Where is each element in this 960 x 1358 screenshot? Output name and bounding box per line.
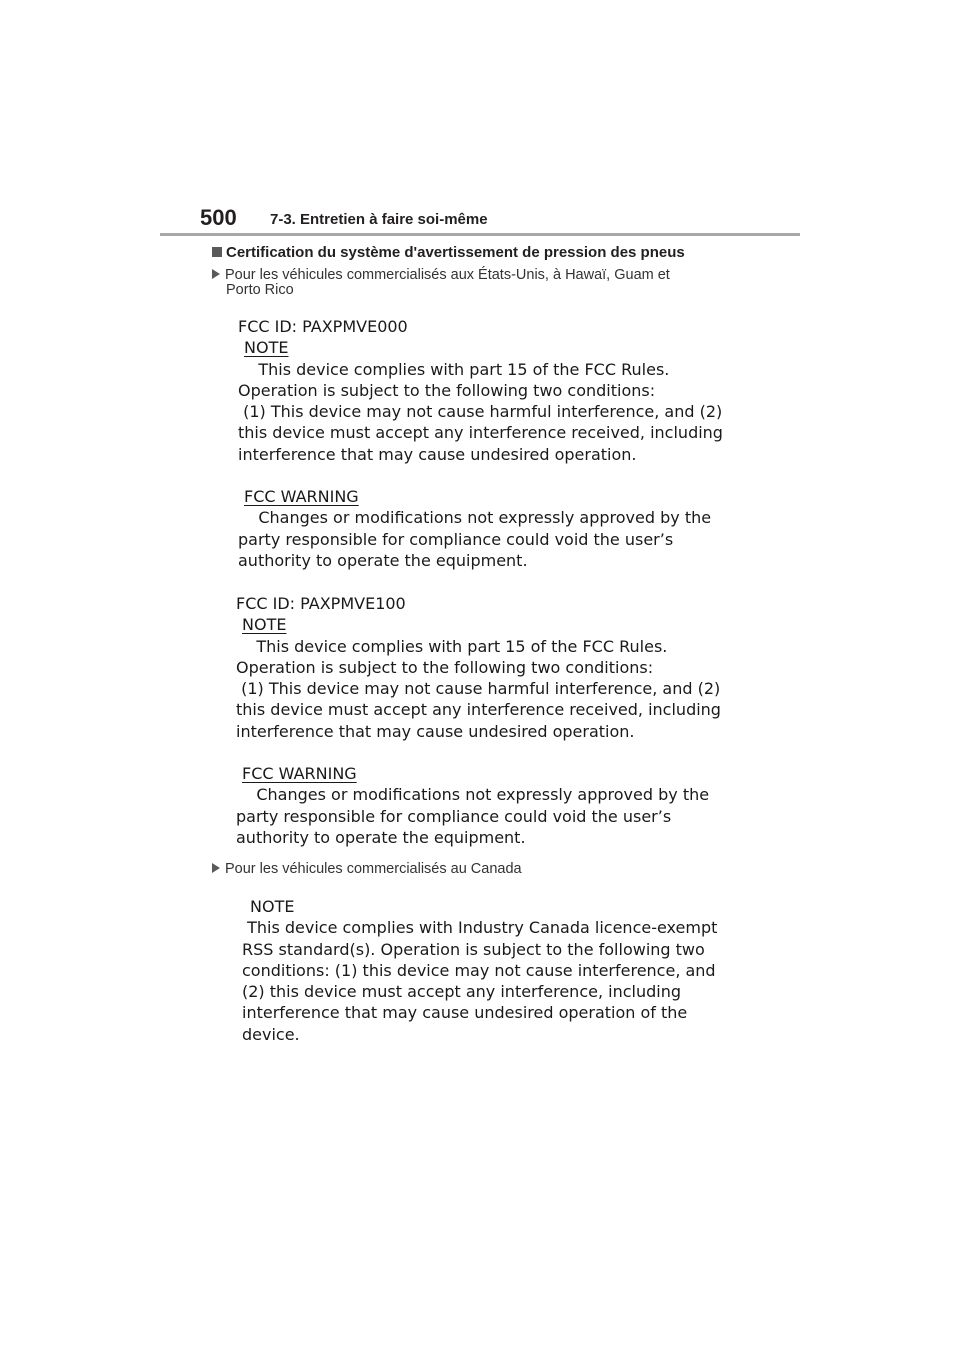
warning-line: Changes or modifications not expressly approved by the bbox=[238, 508, 712, 528]
square-bullet-icon bbox=[212, 247, 222, 257]
canada-line: (2) this device must accept any interference, including bbox=[242, 982, 681, 1002]
bullet-usa-line2: Porto Rico bbox=[226, 282, 294, 298]
canada-line: conditions: (1) this device may not cause interference, and bbox=[242, 960, 716, 980]
note-line: this device must accept any interference received, including bbox=[236, 700, 721, 720]
note-line: This device complies with part 15 of the FCC Rules. bbox=[238, 359, 670, 379]
fcc-block-1 bbox=[238, 316, 723, 571]
bullet-canada-text: Pour les véhicules commercialisés au Canada bbox=[225, 861, 522, 877]
note-line: interference that may cause undesired operation. bbox=[236, 721, 635, 741]
fcc-id: FCC ID: PAXPMVE100 bbox=[236, 594, 406, 613]
canada-note-label: NOTE bbox=[250, 897, 295, 916]
heading-text: Certification du système d'avertissement de pression des pneus bbox=[226, 244, 685, 261]
canada-line: RSS standard(s). Operation is subject to the following two bbox=[242, 939, 705, 959]
warning-line: party responsible for compliance could void the user’s bbox=[236, 806, 672, 826]
note-line: (1) This device may not cause harmful interference, and (2) bbox=[238, 402, 723, 422]
note-line: this device must accept any interference received, including bbox=[238, 423, 723, 443]
warning-line: party responsible for compliance could void the user’s bbox=[238, 529, 674, 549]
warning-label: FCC WARNING bbox=[242, 764, 357, 784]
page-header bbox=[160, 205, 800, 235]
warning-line: authority to operate the equipment. bbox=[238, 550, 528, 570]
note-line: Operation is subject to the following two conditions: bbox=[236, 657, 654, 677]
triangle-bullet-icon bbox=[212, 863, 220, 873]
header-rule bbox=[160, 233, 800, 236]
fcc-id: FCC ID: PAXPMVE000 bbox=[238, 317, 408, 336]
section-heading bbox=[212, 243, 685, 263]
bullet-usa-line1: Pour les véhicules commercialisés aux États-Unis, à Hawaï, Guam et bbox=[225, 267, 670, 283]
fcc-block-2 bbox=[236, 593, 721, 848]
warning-label: FCC WARNING bbox=[244, 487, 359, 507]
canada-line: This device complies with Industry Canada licence-exempt bbox=[242, 918, 718, 938]
canada-block bbox=[242, 896, 717, 1045]
warning-line: Changes or modifications not expressly approved by the bbox=[236, 785, 710, 805]
bullet-usa bbox=[212, 268, 670, 298]
triangle-bullet-icon bbox=[212, 269, 220, 279]
canada-line: interference that may cause undesired operation of the bbox=[242, 1003, 688, 1023]
note-label: NOTE bbox=[242, 615, 287, 635]
warning-line: authority to operate the equipment. bbox=[236, 827, 526, 847]
section-title: 7-3. Entretien à faire soi-même bbox=[270, 211, 488, 228]
bullet-canada bbox=[212, 862, 522, 877]
note-line: Operation is subject to the following two conditions: bbox=[238, 380, 656, 400]
page-number: 500 bbox=[200, 205, 237, 230]
note-line: (1) This device may not cause harmful interference, and (2) bbox=[236, 679, 721, 699]
note-line: interference that may cause undesired operation. bbox=[238, 444, 637, 464]
note-label: NOTE bbox=[244, 338, 289, 358]
canada-line: device. bbox=[242, 1024, 300, 1044]
note-line: This device complies with part 15 of the FCC Rules. bbox=[236, 636, 668, 656]
